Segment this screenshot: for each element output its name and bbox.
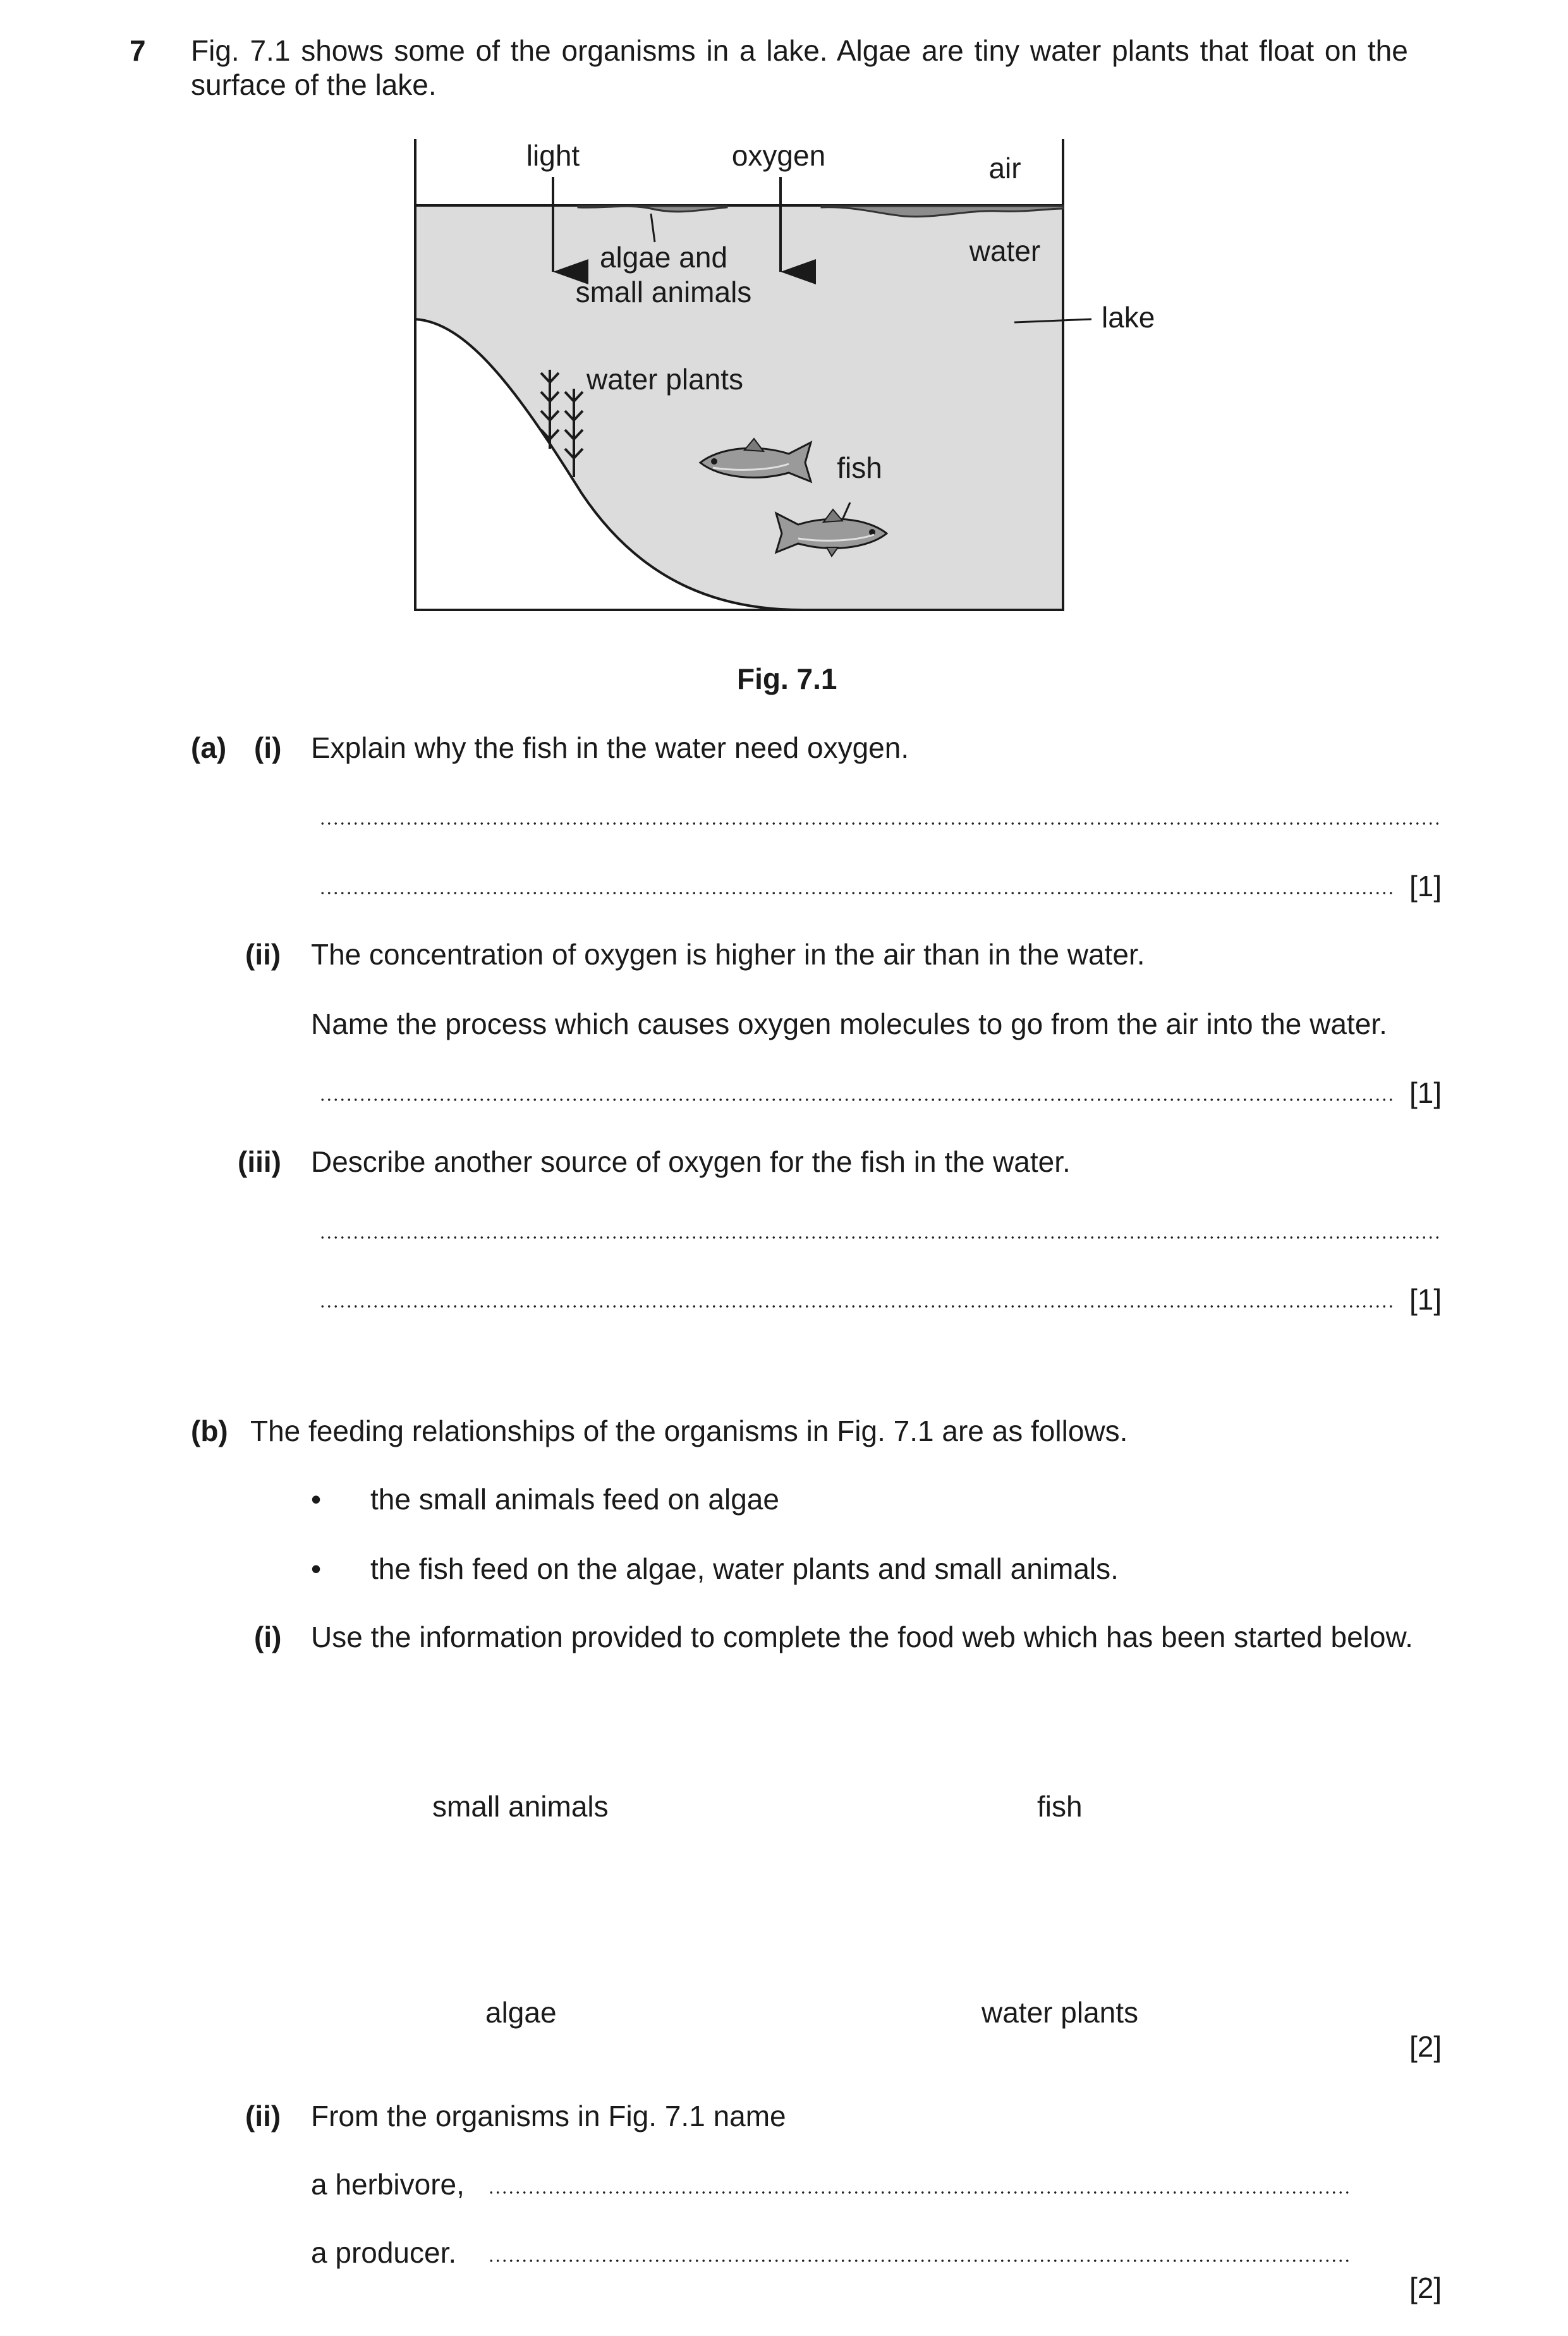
part-b-i-text: Use the information provided to complete the food web which has been started below. [311,1621,1413,1653]
label-light: light [526,139,580,172]
herbivore-answer-line[interactable] [488,2191,1349,2194]
lake-water [415,205,1063,610]
food-web-small-animals: small animals [432,1790,609,1823]
mark-allocation: [1] [1409,1076,1442,1109]
part-a-iii-label: (iii) [238,1145,281,1178]
herbivore-prompt: a herbivore, [311,2168,465,2201]
part-a-i-label: (i) [254,731,282,764]
answer-line[interactable] [319,822,1441,825]
part-b-label: (b) [191,1414,228,1447]
label-lake: lake [1102,301,1155,334]
mark-allocation: [2] [1409,2272,1442,2304]
part-a-label: (a) [191,731,227,764]
part-a-ii-text2: Name the process which causes oxygen molecules to go from the air into the water. [311,1007,1387,1040]
mark-allocation: [2] [1409,2030,1442,2063]
question-intro-line2: surface of the lake. [191,68,437,101]
answer-line[interactable] [319,1098,1394,1102]
bullet-icon: • [311,1552,322,1585]
bullet-item: the fish feed on the algae, water plants and small animals. [370,1552,1119,1585]
part-a-ii-label: (ii) [245,938,281,971]
part-a-i-text: Explain why the fish in the water need oxygen. [311,731,909,764]
producer-answer-line[interactable] [488,2259,1349,2263]
part-b-ii-label: (ii) [245,2100,281,2132]
food-web-fish: fish [1037,1790,1083,1823]
bullet-icon: • [311,1483,322,1516]
question-number: 7 [130,34,146,67]
mark-allocation: [1] [1409,870,1442,903]
food-web-algae: algae [485,1996,557,2029]
lake-diagram [0,0,1568,632]
producer-prompt: a producer. [311,2236,457,2269]
bullet-item: the small animals feed on algae [370,1483,779,1516]
label-algae-line1: algae and [599,241,728,274]
label-fish: fish [837,451,882,484]
answer-line[interactable] [319,891,1394,895]
mark-allocation: [1] [1409,1283,1442,1316]
part-b-ii-text: From the organisms in Fig. 7.1 name [311,2100,786,2132]
label-algae-line2: small animals [575,276,752,308]
figure-caption: Fig. 7.1 [737,662,837,695]
label-oxygen: oxygen [731,139,826,172]
part-b-intro: The feeding relationships of the organisms in Fig. 7.1 are as follows. [250,1414,1128,1447]
label-water-plants: water plants [586,363,744,396]
food-web-water-plants: water plants [982,1996,1139,2029]
label-air: air [988,152,1021,185]
answer-line[interactable] [319,1305,1394,1308]
part-a-ii-text1: The concentration of oxygen is higher in the air than in the water. [311,938,1145,971]
label-water: water [969,234,1041,267]
part-a-iii-text: Describe another source of oxygen for the fish in the water. [311,1145,1071,1178]
question-intro-line1: Fig. 7.1 shows some of the organisms in a lake. Algae are tiny water plants that float on the [191,34,1408,67]
part-b-i-label: (i) [254,1621,282,1653]
answer-line[interactable] [319,1236,1441,1239]
